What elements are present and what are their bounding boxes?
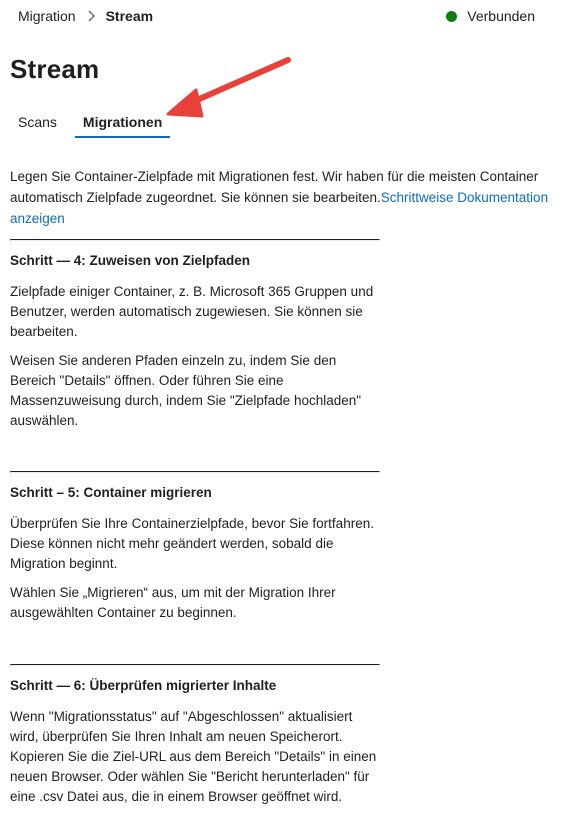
annotation-arrow-icon [150,48,300,128]
status-dot-icon [446,11,457,22]
breadcrumb-stream: Stream [105,8,154,24]
intro-description: Legen Sie Container-Zielpfade mit Migrationen fest. Wir haben für die meisten Container automatisch Zielpfade zugeordnet. Sie können sie bearbeiten. [10,169,539,205]
breadcrumb [18,8,153,24]
step-4-paragraph-1: Zielpfade einiger Container, z. B. Microsoft 365 Gruppen und Benutzer, werden automatisch zugewiesen. Sie können sie bearbeiten. [10,284,374,339]
documentation-link[interactable]: Schrittweise Dokumentation anzeigen [10,190,549,226]
step-6-paragraph-1: Wenn "Migrationsstatus" auf "Abgeschlossen" aktualisiert wird, überprüfen Sie Ihren Inhalt am neuen Speicherort. Kopieren Sie die Ziel-URL aus dem Bereich "Details" in einen neuen Browser. Oder wählen Sie "Bericht herunterladen" für eine .csv Datei aus, die in einem Browser geöffnet wird. [10,709,377,804]
connection-status [446,8,535,24]
tab-scans[interactable]: Scans [18,114,57,130]
tab-migrationen[interactable]: Migrationen [75,112,170,138]
divider [10,664,380,666]
step-5-paragraph-2: Wählen Sie „Migrieren“ aus, um mit der Migration Ihrer ausgewählten Container zu beginnen. [10,585,336,620]
step-5-paragraph-1: Überprüfen Sie Ihre Containerzielpfade, bevor Sie fortfahren. Diese können nicht mehr geändert werden, sobald die Migration beginnt. [10,516,374,571]
step-4-section [10,239,380,440]
step-4-title: Schritt — 4: Zuweisen von Zielpfaden [10,253,251,268]
step-5-section [10,471,380,632]
step-6-section [10,664,380,816]
top-bar [0,0,571,34]
divider [10,471,380,473]
step-5-title: Schritt – 5: Container migrieren [10,485,212,500]
step-4-paragraph-2: Weisen Sie anderen Pfaden einzeln zu, indem Sie den Bereich "Details" öffnen. Oder führen Sie eine Massenzuweisung durch, indem Sie "Zielpfade hochladen" auswählen. [10,353,362,428]
chevron-right-icon [86,10,96,22]
intro-text [10,166,570,229]
divider [10,239,380,241]
step-6-title: Schritt — 6: Überprüfen migrierter Inhalte [10,678,277,693]
page-title: Stream [10,54,100,84]
status-label: Verbunden [467,8,535,24]
breadcrumb-migration[interactable]: Migration [18,8,76,24]
